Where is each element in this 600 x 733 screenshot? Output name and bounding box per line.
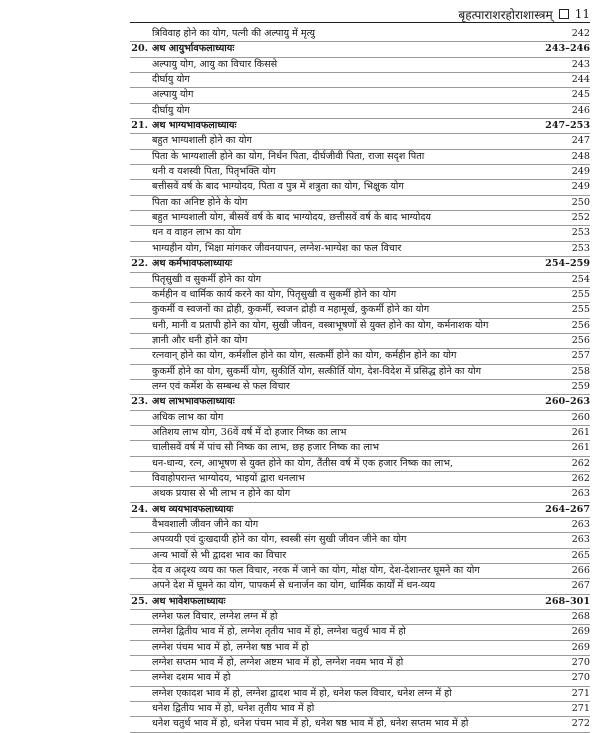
entry-page-number: 245 [571,89,590,101]
toc-entry-row [130,441,590,456]
entry-text: बत्तीसवें वर्ष के बाद भाग्योदय, पिता व पुत्र में शत्रुता का योग, भिक्षुक योग [152,181,404,193]
entry-text: त्रिविवाह होने का योग, पत्नी की अल्पायु में मृत्यु [152,28,315,39]
toc-entry-row [130,180,590,195]
entry-text: दीर्घायु योग [152,104,190,116]
entry-text: लग्नेश एकादश भाव में हो, लग्नेश द्वादश भाव में हो, धनेश फल विचार, धनेश लग्न में हो [152,687,452,699]
entry-text: लग्नेश पंचम भाव में हो, लग्नेश षष्ठ भाव में हो [152,641,309,653]
toc-entry-row [130,165,590,180]
entry-text: अधिक लाभ का योग [152,411,224,423]
entry-text: देव व अदृश्य व्यय का फल विचार, नरक में जाने का योग, मोक्ष योग, देश-देशान्तर घूमने का योग [152,565,480,577]
entry-page-number: 265 [571,549,590,561]
entry-text: बहुत भाग्यशाली होने का योग [152,135,252,147]
chapter-row [130,42,590,57]
entry-page-number: 256 [571,334,590,346]
entry-page-number: 262 [571,472,590,484]
toc-entry-row [130,303,590,318]
entry-text: चालीसवें वर्ष में पांच सौ निष्क का लाभ, छह हजार निष्क का लाभ [152,442,379,454]
entry-page-number: 249 [571,181,590,193]
chapter-number: 23. [131,396,148,408]
toc-entry-row [130,411,590,426]
entry-page-number: 263 [571,534,590,546]
toc-entry-row [130,288,590,303]
entry-text: धन व वाहन लाभ का योग [152,227,242,239]
entry-page-number: 247–253 [545,120,590,132]
entry-text: अथक प्रयास से भी लाभ न होने का योग [152,488,291,500]
entry-text: कर्महीन व धार्मिक कार्य करने का योग, पितृसुखी व सुकर्मी होने का योग [152,288,397,300]
chapter-number: 22. [131,258,148,270]
entry-text: ज्ञानी और धनी होने का योग [152,334,248,346]
entry-text: लग्नेश दशम भाव में हो [152,672,231,684]
entry-text: अल्पायु योग [152,89,194,101]
toc-entry-row [130,671,590,686]
entry-text: दीर्घायु योग [152,74,190,86]
entry-text: धनेश चतुर्थ भाव में हो, धनेश पंचम भाव में हो, धनेश षष्ठ भाव में हो, धनेश सप्तम भाव में हो [152,718,469,730]
entry-text: धनेश द्वितीय भाव में हो, धनेश तृतीय भाव में हो [152,703,315,715]
entry-page-number: 258 [571,365,590,377]
chapter-title: अथ लाभभावफलाध्यायः [152,396,235,408]
entry-page-number: 247 [571,135,590,147]
toc-entry-row [130,226,590,241]
chapter-number: 25. [131,595,148,607]
running-header [130,6,590,23]
toc-entry-row [130,134,590,149]
toc-entry-row [130,579,590,594]
toc-entry-row [130,88,590,103]
entry-page-number: 259 [571,380,590,392]
entry-text: अतिशय लाभ योग, 36वें वर्ष में दो हजार निष्क का लाभ [152,426,347,438]
toc-entry-row [130,564,590,579]
entry-text: पिता के भाग्यशाली होने का योग, निर्धन पिता, दीर्घजीवी पिता, राजा सदृश पिता [152,150,425,162]
chapter-row [130,395,590,410]
toc-entry-row [130,242,590,257]
entry-text: रत्नवान् होने का योग, कर्मशील होने का योग, सत्कर्मी होने का योग, कर्महीन होने का योग [152,350,457,362]
toc-entry-row [130,380,590,395]
toc-entry-row [130,334,590,349]
chapter-number: 21. [131,120,148,132]
toc-entry-row [130,472,590,487]
entry-page-number: 255 [571,304,590,316]
entry-text: अल्पायु योग, आयु का विचार किससे [152,58,278,70]
entry-page-number: 255 [571,288,590,300]
entry-page-number: 268–301 [545,595,590,607]
chapter-number: 24. [131,503,148,515]
chapter-title: अथ व्ययभावफलाध्यायः [152,503,234,515]
entry-text: पितृसुखी व सुकर्मी होने का योग [152,273,262,285]
entry-page-number: 257 [571,350,590,362]
page-number: 11 [574,7,590,21]
entry-page-number: 260 [571,411,590,423]
chapter-number: 20. [131,43,148,55]
toc-entry-row [130,27,590,42]
entry-page-number: 271 [571,687,590,699]
entry-text: लग्नेश द्वितीय भाव में हो, लग्नेश तृतीय भाव में हो, लग्नेश चतुर्थ भाव में हो [152,626,406,638]
entry-text: लग्नेश फल विचार, लग्नेश लग्न में हो [152,611,278,623]
entry-page-number: 244 [571,74,590,86]
toc-entry-row [130,349,590,364]
entry-page-number: 256 [571,319,590,331]
entry-text: पिता का अनिष्ट होने के योग [152,196,248,208]
entry-text: अपने देश में घूमने का योग, पापकर्म से धनार्जन का योग, धार्मिक कार्यों में धन-व्यय [152,580,436,592]
table-of-contents [130,27,590,733]
entry-text: धन-धान्य, रत्न, आभूषण से युक्त होने का योग, तैंतीस वर्ष में एक हजार निष्क का लाभ, [152,457,454,469]
chapter-row [130,119,590,134]
entry-page-number: 261 [571,426,590,438]
toc-entry-row [130,211,590,226]
entry-page-number: 254–259 [545,258,590,270]
toc-entry-row [130,150,590,165]
entry-page-number: 243–246 [545,43,590,55]
entry-page-number: 263 [571,488,590,500]
chapter-title: अथ आयुर्भावफलाध्यायः [152,43,235,55]
toc-entry-row [130,641,590,656]
entry-text: धनी व यशस्वी पिता, पितृभक्ति योग [152,166,276,178]
entry-page-number: 264–267 [545,503,590,515]
entry-page-number: 272 [571,718,590,730]
book-title: बृहत्पाराशरहोराशास्त्रम् [458,7,553,22]
toc-entry-row [130,610,590,625]
chapter-row [130,503,590,518]
entry-page-number: 254 [571,273,590,285]
toc-entry-row [130,533,590,548]
entry-page-number: 271 [571,703,590,715]
toc-entry-row [130,196,590,211]
entry-page-number: 268 [571,611,590,623]
chapter-title: अथ कर्मभावफलाध्यायः [152,258,233,270]
entry-text: धनी, मानी व प्रतापी होने का योग, सुखी जीवन, वस्त्राभूषणों से युक्त होने का योग, कर्मनाशक योग [152,319,489,331]
chapter-row [130,257,590,272]
entry-page-number: 261 [571,442,590,454]
entry-page-number: 270 [571,657,590,669]
entry-page-number: 253 [571,242,590,254]
toc-entry-row [130,457,590,472]
entry-page-number: 269 [571,641,590,653]
entry-page-number: 246 [571,104,590,116]
toc-entry-row [130,319,590,334]
entry-page-number: 270 [571,672,590,684]
entry-page-number: 242 [571,28,590,39]
entry-page-number: 250 [571,196,590,208]
entry-text: भाग्यहीन योग, भिक्षा मांगकर जीवनयापन, लग्नेश-भाग्येश का फल विचार [152,242,402,254]
entry-text: कुकर्मी होने का योग, सुकर्मी योग, सुकीर्ति योग, सत्कीर्ति योग, देश-विदेश में प्रसिद्ध होने का योग [152,365,482,377]
entry-text: अन्य भावों से भी द्वादश भाव का विचार [152,549,287,561]
square-ornament-icon [559,9,569,19]
entry-text: लग्नेश सप्तम भाव में हो, लग्नेश अष्टम भाव में हो, लग्नेश नवम भाव में हो [152,657,404,669]
entry-page-number: 263 [571,519,590,530]
toc-entry-row [130,273,590,288]
entry-page-number: 260–263 [545,396,590,408]
toc-entry-row [130,549,590,564]
toc-entry-row [130,518,590,533]
entry-page-number: 252 [571,212,590,224]
entry-text: विवाहोपरान्त भाग्योदय, भाइयों द्वारा धनलाभ [152,472,305,484]
toc-entry-row [130,426,590,441]
entry-page-number: 262 [571,457,590,469]
chapter-title: अथ भावेशफलाध्यायः [152,595,226,607]
entry-page-number: 269 [571,626,590,638]
entry-page-number: 253 [571,227,590,239]
chapter-row [130,595,590,610]
toc-entry-row [130,625,590,640]
toc-entry-row [130,687,590,702]
toc-entry-row [130,58,590,73]
toc-entry-row [130,104,590,119]
entry-text: लग्न एवं कर्मेश के सम्बन्ध से फल विचार [152,380,290,392]
entry-text: बहुत भाग्यशाली योग, बीसवें वर्ष के बाद भाग्योदय, छत्तीसवें वर्ष के बाद भाग्योदय [152,212,431,224]
entry-page-number: 249 [571,166,590,178]
entry-page-number: 267 [571,580,590,592]
toc-entry-row [130,365,590,380]
toc-entry-row [130,487,590,502]
chapter-title: अथ भाग्यभावफलाध्यायः [152,120,237,132]
entry-page-number: 243 [571,58,590,70]
entry-text: कुकर्मी व स्वजनों का द्रोही, कुकर्मी, स्वजन द्रोही व महामूर्ख, कुकर्मी होने का योग [152,304,430,316]
entry-text: अपव्ययी एवं दुःखदायी होने का योग, स्वस्त्री संग सुखी जीवन जीने का योग [152,534,407,546]
toc-entry-row [130,702,590,717]
entry-page-number: 266 [571,565,590,577]
toc-entry-row [130,73,590,88]
entry-text: वैभवशाली जीवन जीने का योग [152,519,259,530]
toc-entry-row [130,717,590,732]
toc-entry-row [130,656,590,671]
entry-page-number: 248 [571,150,590,162]
